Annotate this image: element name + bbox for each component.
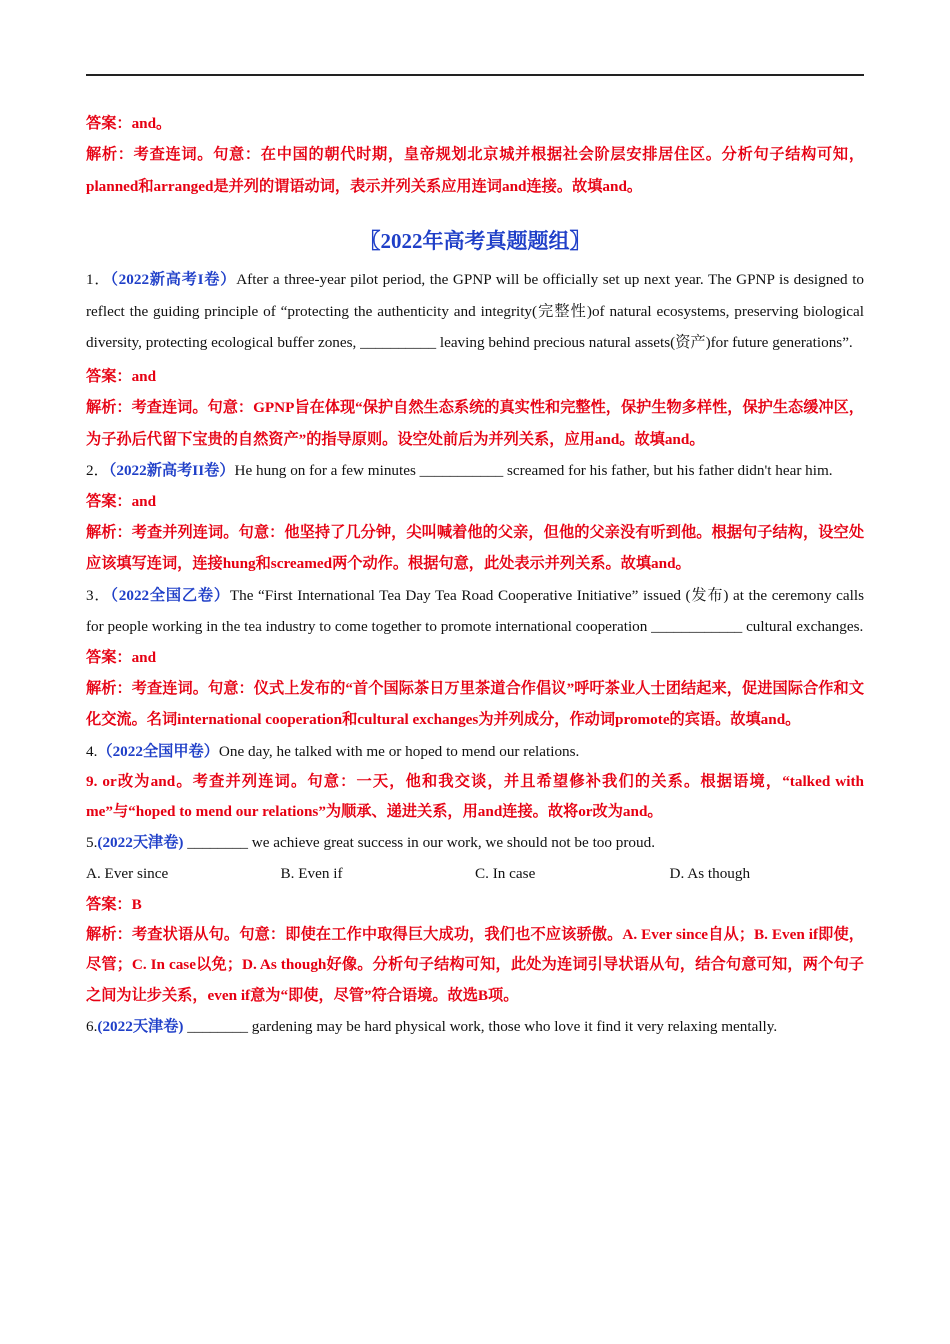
option-d: D. As though xyxy=(669,864,751,882)
top-analysis: 解析：考查连词。句意：在中国的朝代时期，皇帝规划北京城并根据社会阶层安排居住区。分析句子结构可知，planned和arranged是并列的谓语动词，表示并列关系应用连词and连接。故填and。 xyxy=(86,146,864,195)
question-text: ________ gardening may be hard physical work, those who love it find it very relaxing mentally. xyxy=(187,1018,778,1035)
section-title: 〖2022年高考真题题组〗 xyxy=(359,229,591,253)
answer-5: 答案：B xyxy=(86,895,142,913)
answer-2: 答案：and xyxy=(86,492,157,510)
option-a: A. Ever since xyxy=(86,864,169,882)
analysis-2: 解析：考查并列连词。句意：他坚持了几分钟，尖叫喊着他的父亲，但他的父亲没有听到他。根据句子结构，设空处应该填写连词，连接hung和screamed两个动作。根据句意，此处表示并列关系。故填and。 xyxy=(86,523,864,572)
question-number: 1． xyxy=(86,271,111,288)
question-source: （2022全国乙卷） xyxy=(110,586,230,604)
analysis-3: 解析：考查连词。句意：仪式上发布的“首个国际茶日万里茶道合作倡议”呼吁茶业人士团结起来，促进国际合作和文化交流。名词international cooperation和cultural exchanges为并列成分，作动词promote的宾语。故填and。 xyxy=(86,679,864,728)
analysis-4: 9. or改为and。考查并列连词。句意：一天，他和我交谈，并且希望修补我们的关系。根据语境，“talked with me”与“hoped to mend our relations”为顺承、递进关系，用and连接。故将or改为and。 xyxy=(86,772,864,820)
question-6 xyxy=(86,1011,864,1042)
top-answer: 答案：and。 xyxy=(86,115,172,132)
question-number: 5. xyxy=(86,833,98,851)
question-text: The “First International Tea Day Tea Road Cooperative Initiative” issued (发布) at the ceremony calls for people working in the tea industry to come together to promote international cooperation ____________ cultural exchanges. xyxy=(86,586,864,635)
document-body xyxy=(86,108,864,1042)
option-b: B. Even if xyxy=(280,864,343,882)
question-source: （2022全国甲卷） xyxy=(97,742,219,760)
question-text: ________ we achieve great success in our work, we should not be too proud. xyxy=(187,833,655,851)
question-number: 6. xyxy=(86,1018,98,1035)
question-number: 3． xyxy=(86,586,111,604)
option-c: C. In case xyxy=(475,864,536,882)
analysis-1: 解析：考查连词。句意：GPNP旨在体现“保护自然生态系统的真实性和完整性，保护生物多样性，保护生态缓冲区，为子孙后代留下宝贵的自然资产”的指导原则。设空处前后为并列关系，应用and。故填and。 xyxy=(86,398,864,448)
question-source: （2022新高考I卷） xyxy=(110,271,237,288)
answer-1: 答案：and xyxy=(86,367,157,385)
question-text: After a three-year pilot period, the GPNP will be officially set up next year. The GPNP is designed to reflect the guiding principle of “protecting the authenticity and integrity(完整性)of natural ecosystems, preserving biological diversity, protecting ecological buffer zones, __________ leaving behind precious natural assets(资产)for future generations”. xyxy=(86,271,865,351)
question-text: He hung on for a few minutes ___________ screamed for his father, but his father didn't hear him. xyxy=(234,461,833,479)
options-5 xyxy=(86,858,864,889)
question-source: (2022天津卷) xyxy=(97,1018,184,1035)
question-4 xyxy=(86,736,864,767)
question-number: 4. xyxy=(86,742,98,760)
question-source: (2022天津卷) xyxy=(97,833,184,851)
question-number: 2． xyxy=(86,461,109,479)
question-3 xyxy=(86,580,864,642)
question-1 xyxy=(86,264,864,359)
question-text: One day, he talked with me or hoped to mend our relations. xyxy=(218,742,580,760)
question-2 xyxy=(86,456,864,486)
question-source: （2022新高考II卷） xyxy=(108,461,235,479)
analysis-5: 解析：考查状语从句。句意：即使在工作中取得巨大成功，我们也不应该骄傲。A. Ever since自从；B. Even if即使，尽管；C. In case以免；D. As though好像。分析句子结构可知，此处为连词引导状语从句，结合句意可知，两个句子之间为让步关系，even if意为“即使，尽管”符合语境。故选B项。 xyxy=(86,925,864,1004)
question-5 xyxy=(86,827,864,858)
answer-3: 答案：and xyxy=(86,648,157,666)
header-rule xyxy=(86,74,864,76)
